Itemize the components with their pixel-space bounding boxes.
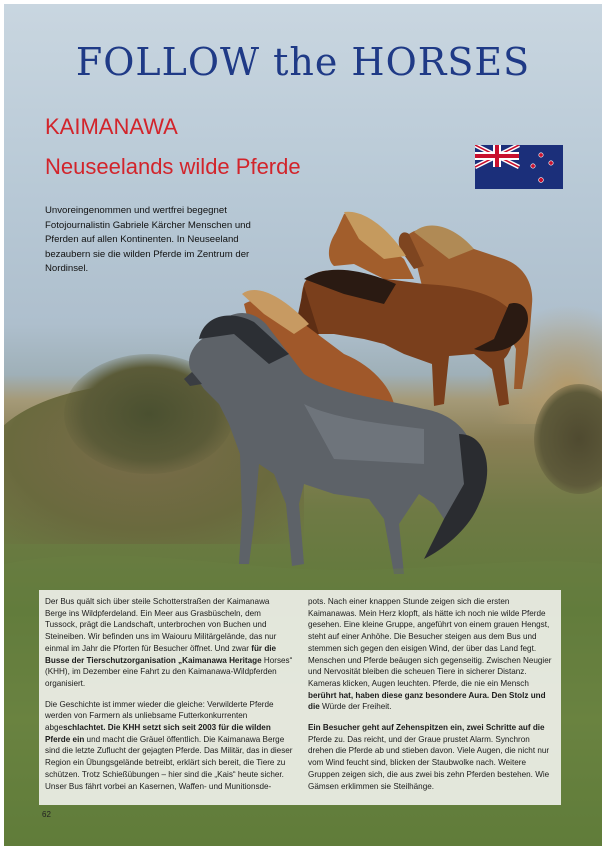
subtitle-kaimanawa: KAIMANAWA <box>45 114 178 139</box>
paragraph: pots. Nach einer knappen Stunde zeigen sich die ersten Kaimanawas. Mein Herz klopft, als hätte ich noch nie wilde Pferde gesehen. Eine kleine Gruppe, angeführt von einem grauen Hengst, steht auf einer Anhöhe. Die Besucher steigen aus dem Bus und stemmen sich gegen den eisigen Wind, der über das Land fegt. Menschen und Pferde beäugen sich gegenseitig. Zwischen Neugier und Nervosität bleiben die scheuen Tiere in sicherer Distanz. Kameras klicken, Augen leuchten. Pferde, die nie ein Mensch berührt hat, haben diese ganz besondere Aura. Den Stolz und die Würde der Freiheit. <box>308 597 552 712</box>
paragraph: Ein Besucher geht auf Zehenspitzen ein, zwei Schritte auf die Pferde zu. Das reicht, und der Graue prustet Alarm. Synchron drehen die Pferde ab und stieben davon. Viele Augen, die nicht nur vom Wind feucht sind, blicken der Staubwolke nach. Weitere Gruppen zeigen sich, die aus zwei bis zehn Pferden bestehen. Wie Gämsen erklimmen sie Steilhänge. <box>308 723 550 791</box>
subtitle-wild-horses: Neuseelands wilde Pferde <box>45 154 301 179</box>
paragraph: Der Bus quält sich über steile Schotterstraßen der Kaimanawa Berge ins Wildpferdeland. Ein Meer aus Grasbüscheln, dem Tussock, prägt die Landschaft, unterbrochen von Buchen und Steineiben. Wir befinden uns im Waiouru Militärgelände, das nur einmal im Jahr die Pforten für Besucher öffnet. Und zwar für die Busse der Tierschutzorganisation „Kaimanawa Heritage Horses“ (KHH), im Dezember eine Fahrt zu den Kaimanawa-Wildpferden organisiert. <box>45 597 293 688</box>
page-title: FOLLOW the HORSES <box>75 40 531 84</box>
magazine-page <box>4 4 602 846</box>
paragraph: Die Geschichte ist immer wieder die gleiche: Verwilderte Pferde werden von Farmern als unliebsame Futterkonkurrenten abgeschlachtet. Die KHH setzt sich seit 2003 für die wilden Pferde ein und macht die Gräuel öffentlich. Die Kaimanawa Berge sind die letzte Zuflucht der gejagten Pferde. Das Militär, das in dieser Region ein Übungsgelände betreibt, erklärt sich bereit, die Tiere zu schützen. Trotz Schießübungen – hier sind die „Kais“ heute sicher. Unser Bus fährt vorbei an Kasernen, Waffen- und Munitionsde- <box>45 699 293 791</box>
intro-text: Unvoreingenommen und wertfrei begegnet Fotojournalistin Gabriele Kärcher Menschen und Pferden auf allen Kontinenten. In Neuseeland bezaubern sie die wilden Pferde im Zentrum der Nordinsel. <box>45 205 251 275</box>
new-zealand-flag-icon <box>475 145 563 189</box>
article-column-right <box>308 596 556 801</box>
article-column-left <box>45 596 293 801</box>
page-number: 62 <box>42 810 51 819</box>
